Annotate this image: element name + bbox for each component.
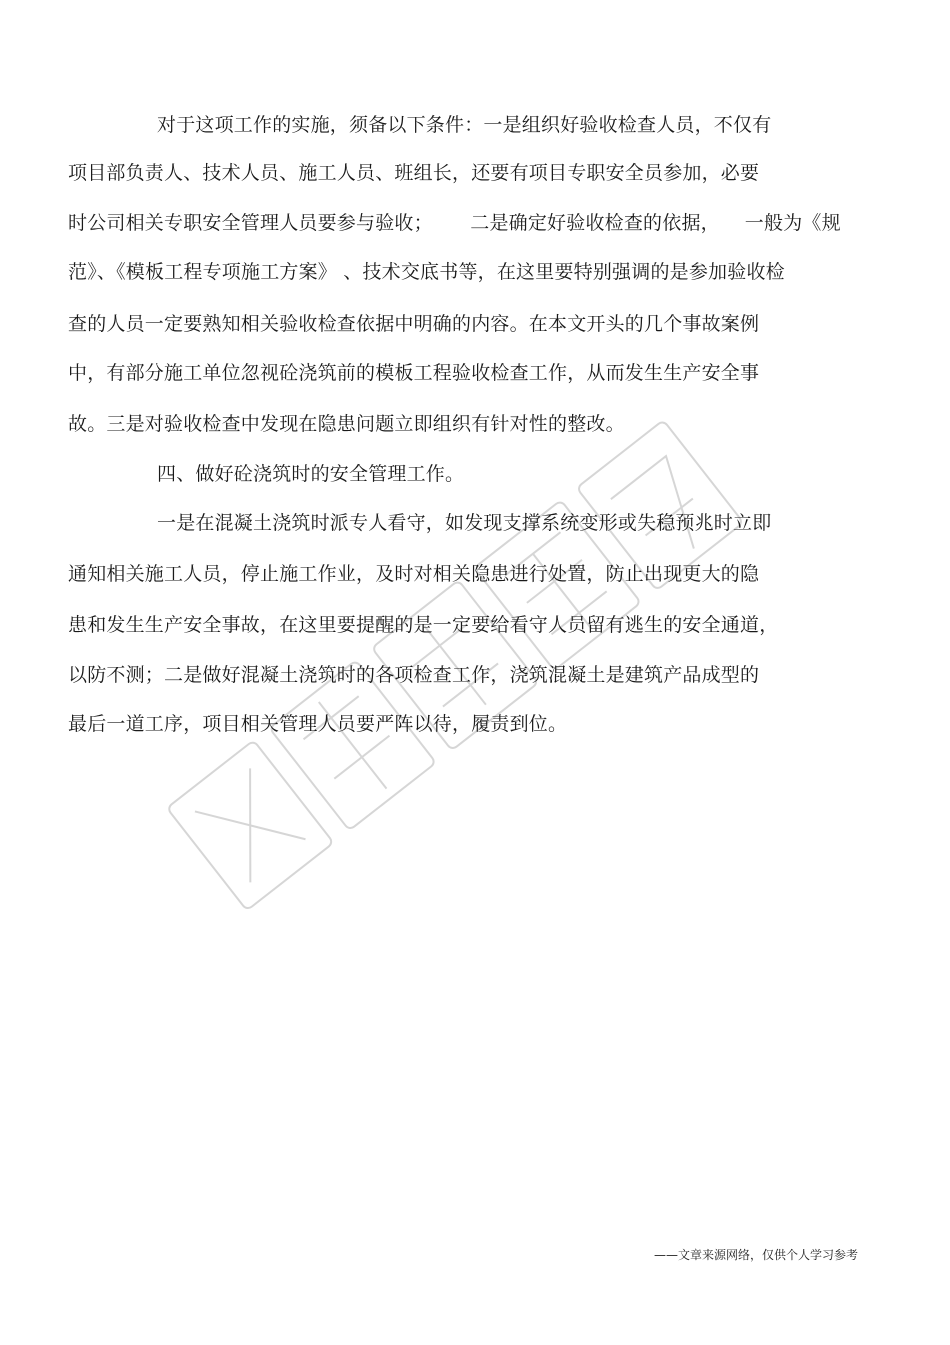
paragraph-line: 患和发生生产安全事故，在这里要提醒的是一定要给看守人员留有逃生的安全通道， (68, 614, 779, 636)
paragraph-line: 查的人员一定要熟知相关验收检查依据中明确的内容。在本文开头的几个事故案例 (68, 313, 760, 335)
paragraph-line: 中，有部分施工单位忽视砼浇筑前的模板工程验收检查工作，从而发生生产安全事 (68, 362, 760, 384)
paragraph-line: 一是在混凝土浇筑时派专人看守，如发现支撑系统变形或失稳预兆时立即 (157, 512, 772, 534)
paragraph-line: 时公司相关专职安全管理人员要参与验收； 二是确定好验收检查的依据， 一般为《规 (68, 212, 841, 234)
paragraph-line: 以防不测；二是做好混凝土浇筑时的各项检查工作，浇筑混凝土是建筑产品成型的 (68, 664, 760, 686)
paragraph-line: 对于这项工作的实施，须备以下条件：一是组织好验收检查人员，不仅有 (157, 114, 772, 136)
paragraph-line: 项目部负责人、技术人员、施工人员、班组长，还要有项目专职安全员参加，必要 (68, 162, 760, 184)
source-footer: ——文章来源网络，仅供个人学习参考 (653, 1248, 858, 1262)
section-heading: 四、做好砼浇筑时的安全管理工作。 (157, 463, 465, 485)
paragraph-line: 范》、《模板工程专项施工方案》 、技术交底书等，在这里要特别强调的是参加验收检 (68, 261, 785, 283)
paragraph-line: 通知相关施工人员，停止施工作业，及时对相关隐患进行处置，防止出现更大的隐 (68, 563, 760, 585)
paragraph-line: 最后一道工序，项目相关管理人员要严阵以待，履责到位。 (68, 713, 568, 735)
paragraph-line: 故。三是对验收检查中发现在隐患问题立即组织有针对性的整改。 (68, 413, 625, 435)
